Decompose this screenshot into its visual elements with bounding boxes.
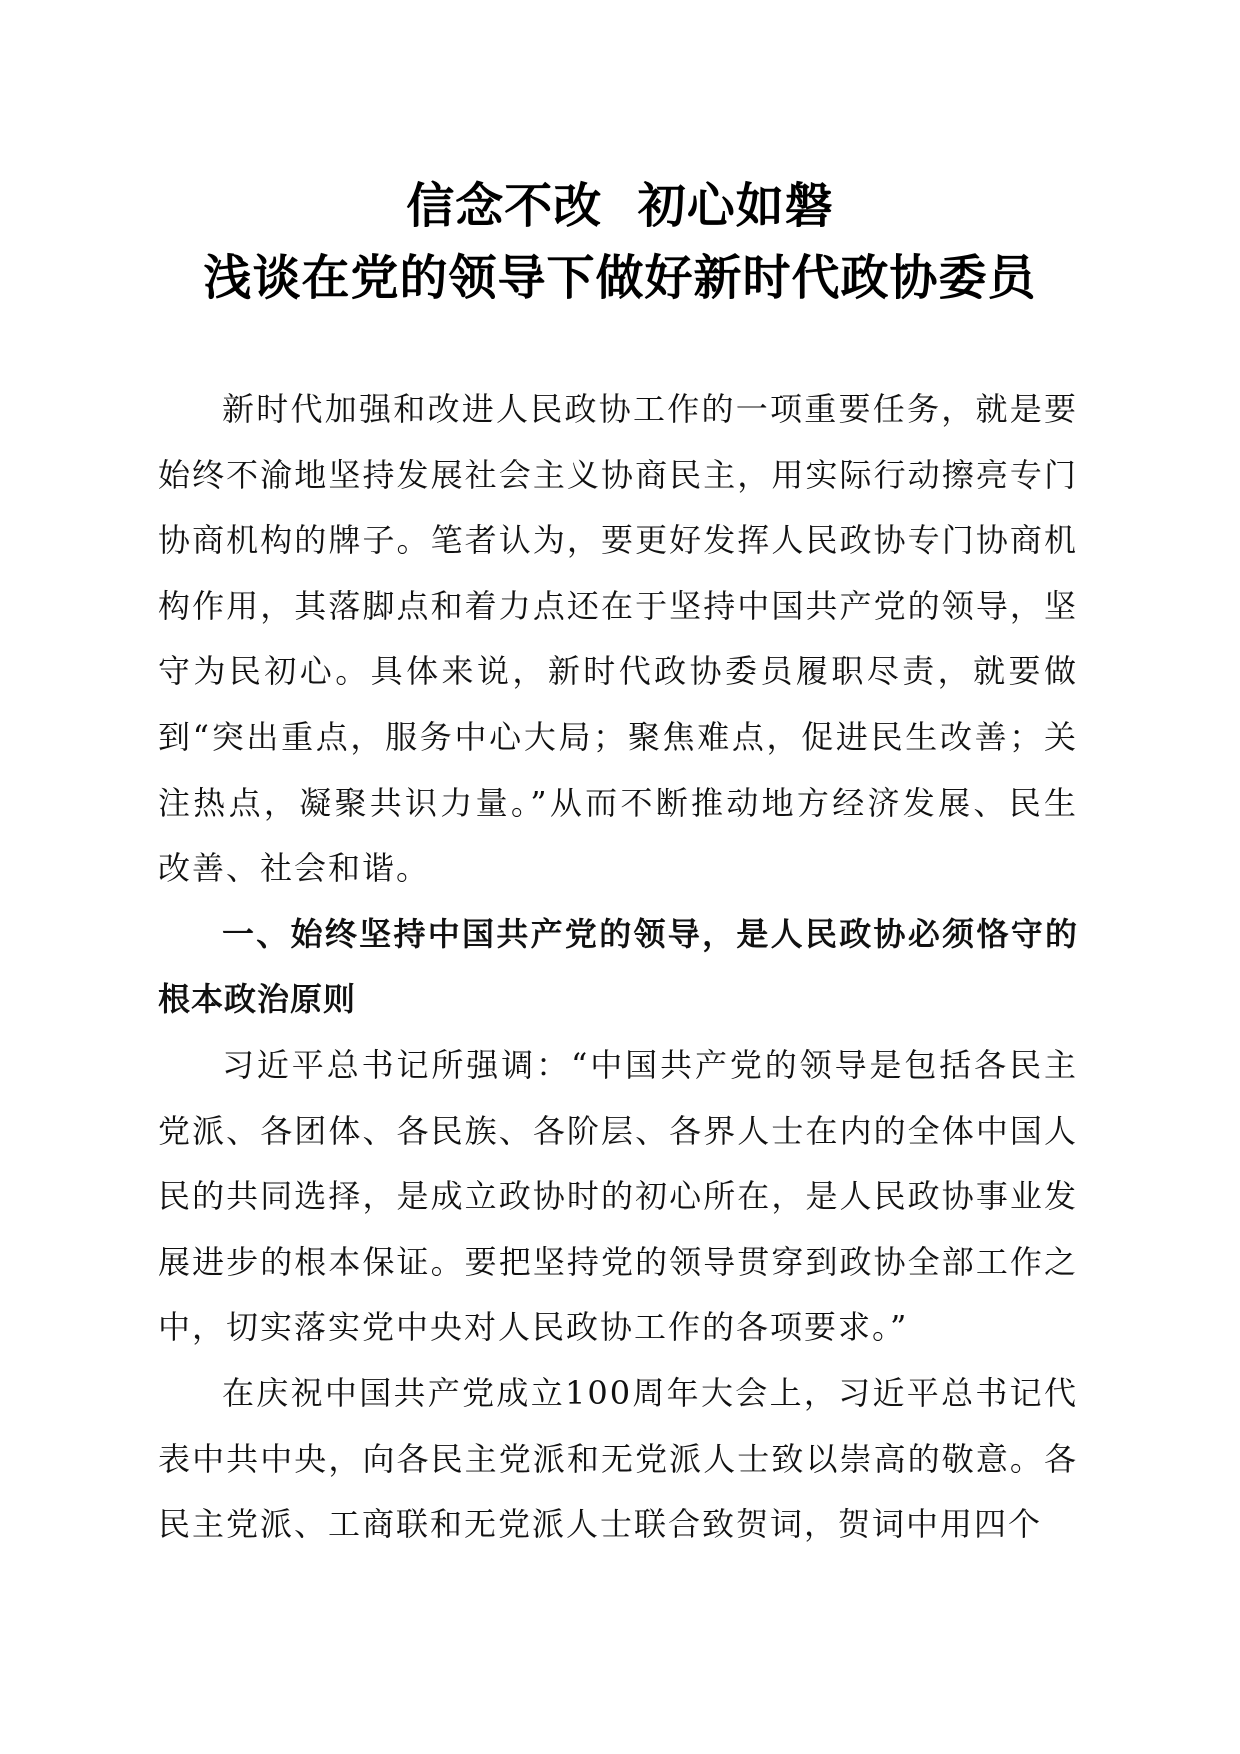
paragraph-centenary: 在庆祝中国共产党成立100周年大会上，习近平总书记代表中共中央，向各民主党派和无党派人士致以崇高的敬意。各民主党派、工商联和无党派人士联合致贺词，贺词中用四个 (158, 1373, 1078, 1544)
title-line-2: 浅谈在党的领导下做好新时代政协委员 (203, 250, 1037, 306)
title-line-1: 信念不改 初心如磐 (406, 178, 834, 234)
paragraph-intro: 新时代加强和改进人民政协工作的一项重要任务，就是要始终不渝地坚持发展社会主义协商民主，用实际行动擦亮专门协商机构的牌子。笔者认为，要更好发挥人民政协专门协商机构作用，其落脚点和着力点还在于坚持中国共产党的领导，坚守为民初心。具体来说，新时代政协委员履职尽责，就要做到“突出重点，服务中心大局；聚焦难点，促进民生改善；关注热点，凝聚共识力量。”从而不断推动地方经济发展、民生改善、社会和谐。 (158, 390, 1078, 888)
document-title (0, 170, 1240, 314)
paragraph-quote: 习近平总书记所强调：“中国共产党的领导是包括各民主党派、各团体、各民族、各阶层、各界人士在内的全体中国人民的共同选择，是成立政协时的初心所在，是人民政协事业发展进步的根本保证。要把坚持党的领导贯穿到政协全部工作之中，切实落实党中央对人民政协工作的各项要求。” (158, 1045, 1078, 1347)
section-heading-1: 一、始终坚持中国共产党的领导，是人民政协必须恪守的根本政治原则 (158, 914, 1078, 1019)
document-body (158, 377, 1078, 1558)
